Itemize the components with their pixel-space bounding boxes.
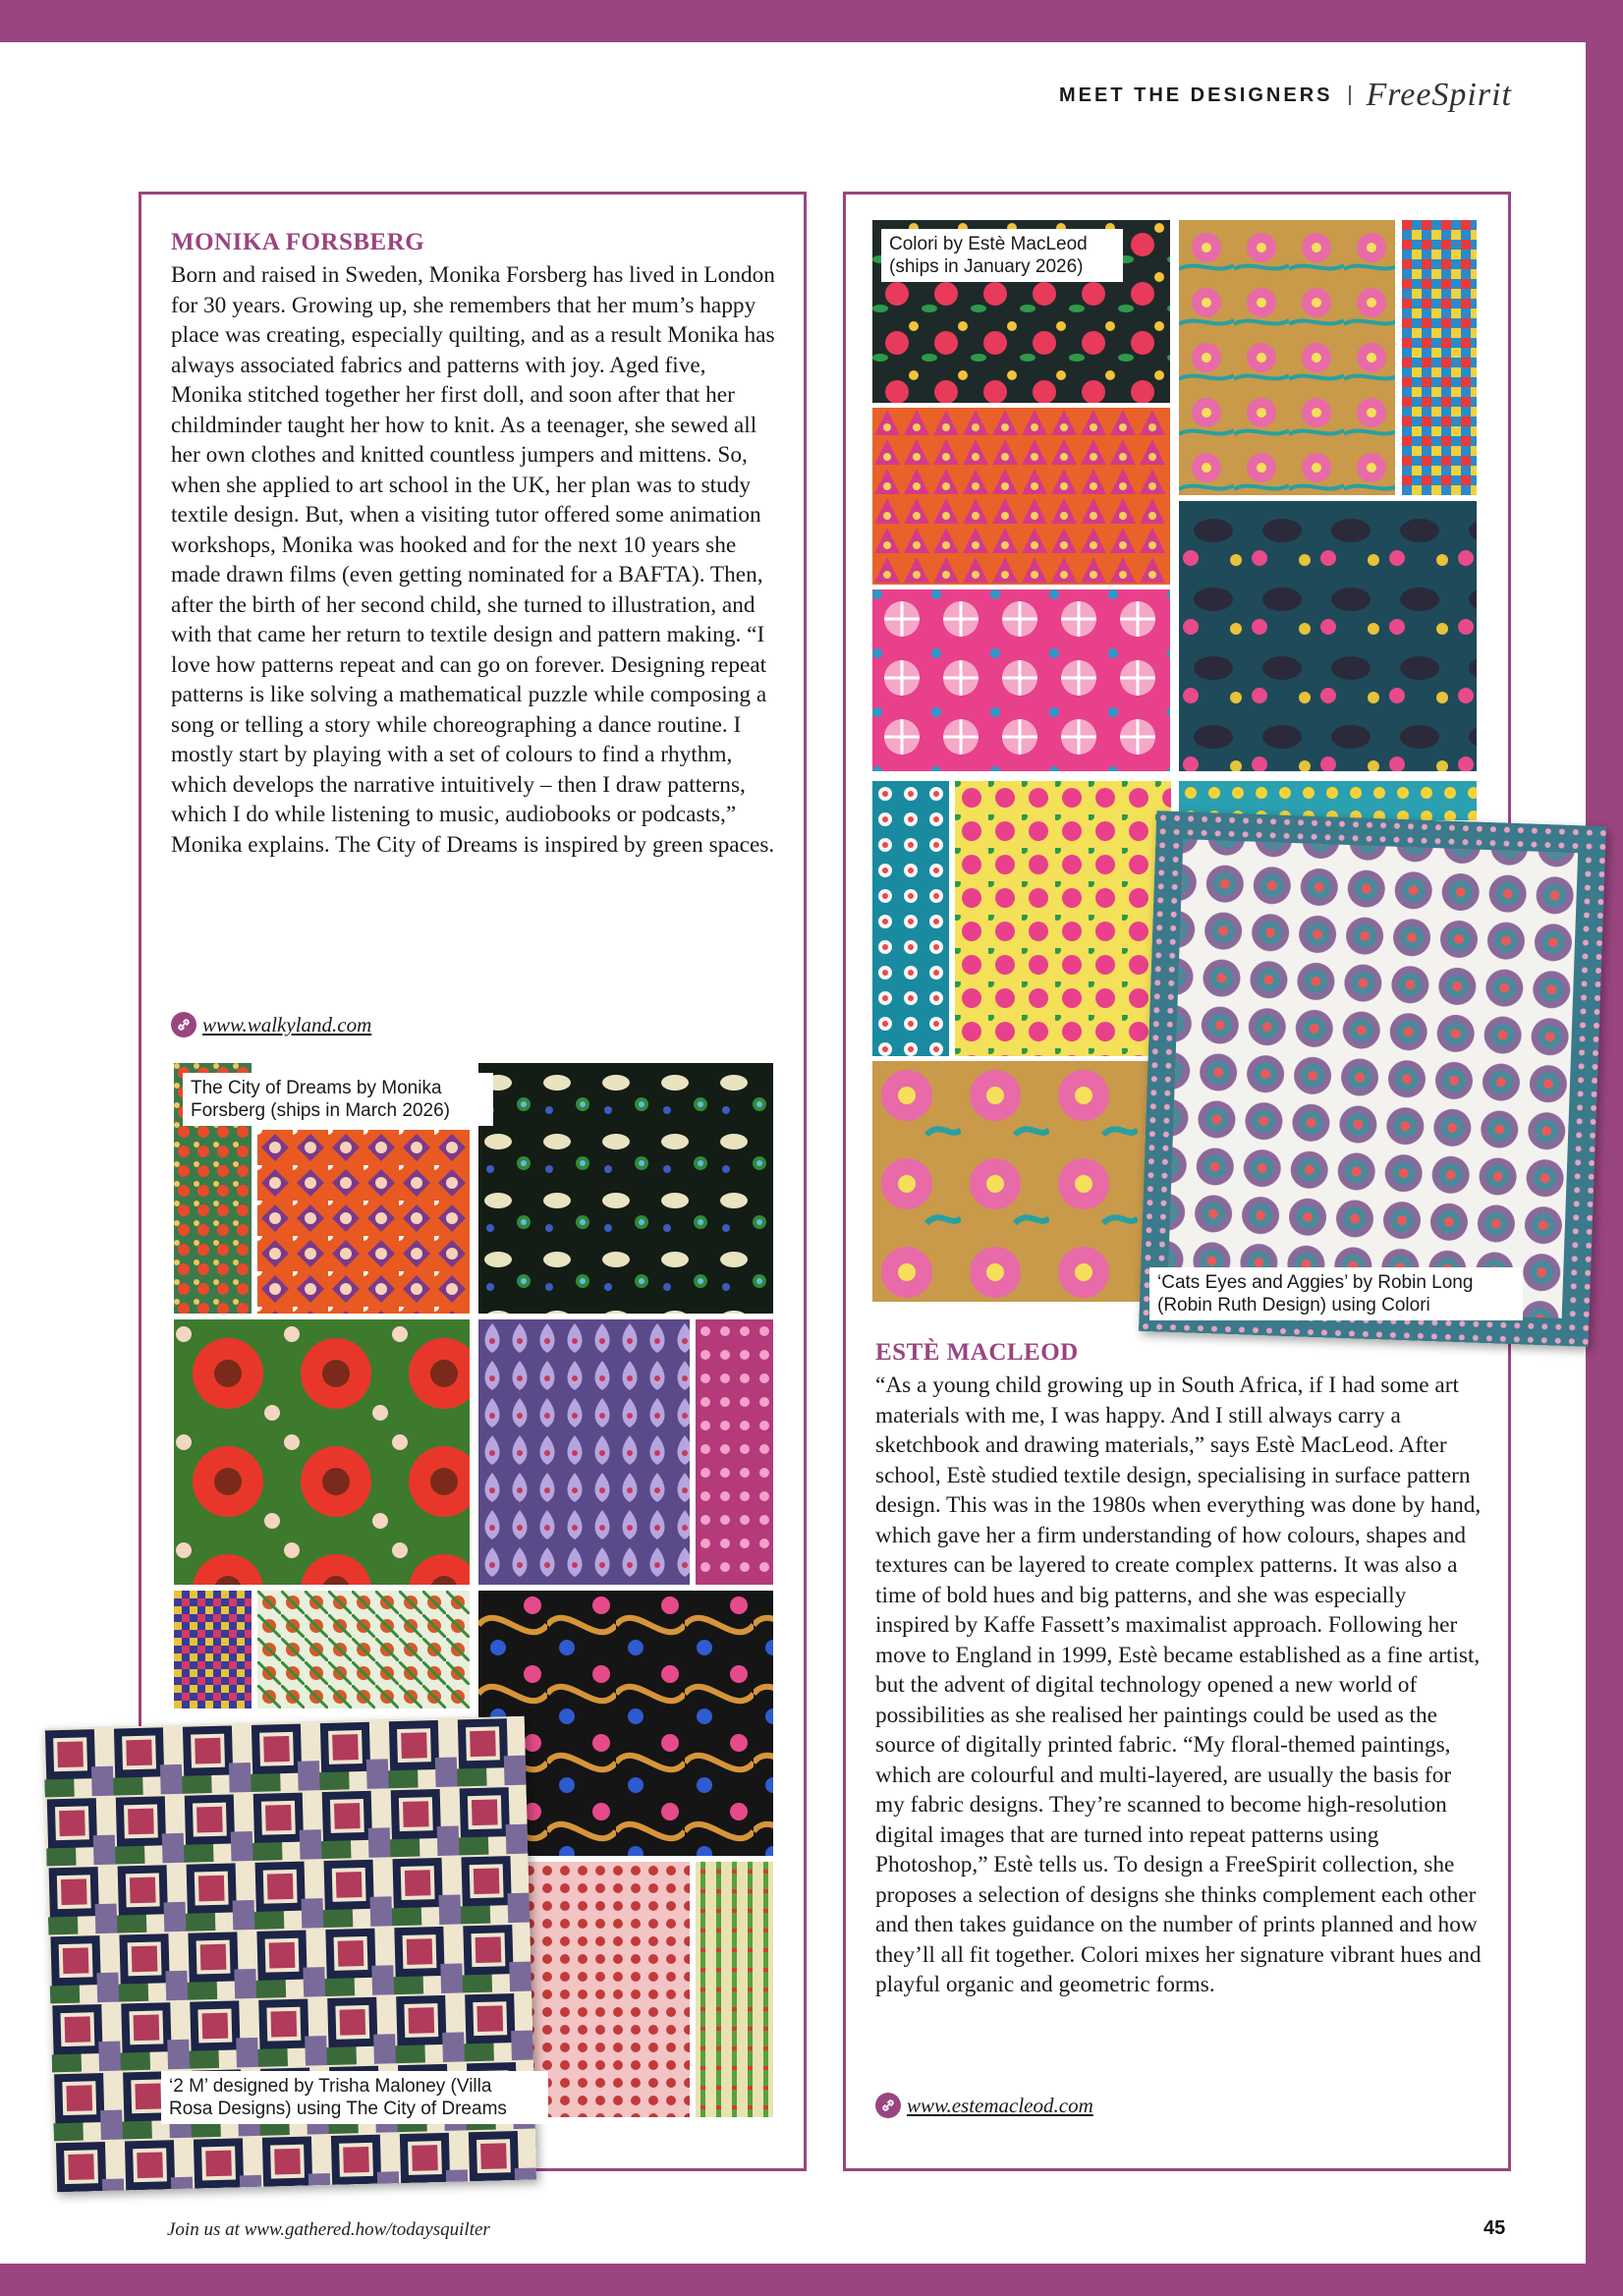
fabric-swatch [478,1063,773,1314]
fabric-swatch [1179,501,1477,771]
right-article-body: “As a young child growing up in South Africa, if I had some art materials with me, I was happy. And I still always carry a sketchbook and drawing materials,” says Estè MacLeod. After school, Estè studied textile design, specialising in surface pattern design. This was in the 1980s when everything was done by hand, which gave her a firm understanding of how colours, shapes and textures can be layered to create complex patterns. It was also a time of bold hues and big patterns, and she was especially inspired by Kaffe Fassett’s maximalist approach. Following her move to England in 1999, Estè became established as a fine artist, but the advent of digital technology opened a new world of possibilities as she realised her paintings could be used as the source of digitally printed fabric. “My floral-themed paintings, which are colourful and multi-layered, are usually the basis for my fabric designs. They’re scanned to become high-resolution digital images that are turned into repeat patterns using Photoshop,” Estè tells us. To design a FreeSpirit collection, she proposes a selection of designs she thinks complement each other and then takes guidance on the number of prints planned and how they’ll all fit together. Colori mixes her signature vibrant hues and playful organic and geometric forms. [875,1372,1482,1997]
right-article-url[interactable]: www.estemacleod.com [907,2093,1093,2117]
fabric-swatch [696,1319,773,1585]
left-article-url[interactable]: www.walkyland.com [202,1012,372,1036]
footer-website: Join us at www.gathered.how/todaysquilter [167,2219,490,2240]
brand-name: FreeSpirit [1366,77,1512,113]
page-border-bottom [0,2264,1623,2296]
right-article-weblink[interactable] [875,2093,1093,2118]
right-article-title: ESTÈ MACLEOD [875,1339,1079,1366]
running-header [1059,77,1512,114]
left-quilt-caption: ‘2 M’ designed by Trisha Maloney (Villa Rosa Designs) using The City of Dreams [161,2071,548,2124]
right-quilt-image [1139,811,1606,1347]
fabric-swatch [174,1591,252,1708]
fabric-swatch [257,1591,470,1708]
header-divider [1349,85,1351,105]
fabric-swatch [478,1319,690,1585]
link-icon [171,1012,196,1037]
fabric-swatch [174,1319,470,1585]
right-fabric-caption: Colori by Estè MacLeod (ships in January 2026) [881,229,1123,282]
left-article-weblink[interactable] [171,1012,371,1037]
left-fabric-caption: The City of Dreams by Monika Forsberg (ships in March 2026) [183,1073,493,1126]
fabric-swatch [872,408,1170,585]
fabric-swatch [872,589,1170,771]
fabric-swatch [872,1061,1170,1302]
section-title: MEET THE DESIGNERS [1059,84,1333,106]
fabric-swatch [1402,220,1477,495]
link-icon [875,2093,901,2118]
fabric-swatch [696,1862,773,2117]
fabric-swatch [1179,220,1395,495]
page-number: 45 [1483,2217,1506,2239]
fabric-swatch [872,781,949,1056]
fabric-swatch [955,781,1171,1056]
right-quilt-caption: ‘Cats Eyes and Aggies’ by Robin Long (Robin Ruth Design) using Colori [1149,1267,1523,1320]
left-article-title: MONIKA FORSBERG [171,229,425,255]
fabric-swatch [257,1130,470,1314]
page-border-top [0,0,1623,42]
left-article-body: Born and raised in Sweden, Monika Forsberg has lived in London for 30 years. Growing up, she remembers that her mum’s happy place was creating, especially quilting, and as a result Monika has always associated fabrics and patterns with joy. Aged five, Monika stitched together her first doll, and soon after that her childminder taught her how to knit. As a teenager, she sewed all her own clothes and knitted countless jumpers and mittens. So, when she applied to art school in the UK, her plan was to study textile design. But, when a visiting tutor offered some animation workshops, Monika was hooked and for the next 10 years she made drawn films (even getting nominated for a BAFTA). Then, after the birth of her second child, she turned to illustration, and with that came her return to textile design and pattern making. “I love how patterns repeat and can go on forever. Designing repeat patterns is like solving a mathematical puzzle while composing a song or telling a story while choreographing a dance routine. I mostly start by playing with a set of colours to find a rhythm, which develops the narrative intuitively – then I draw patterns, which I do while listening to music, audiobooks or podcasts,” Monika explains. The City of Dreams is inspired by green spaces. [171,262,775,858]
